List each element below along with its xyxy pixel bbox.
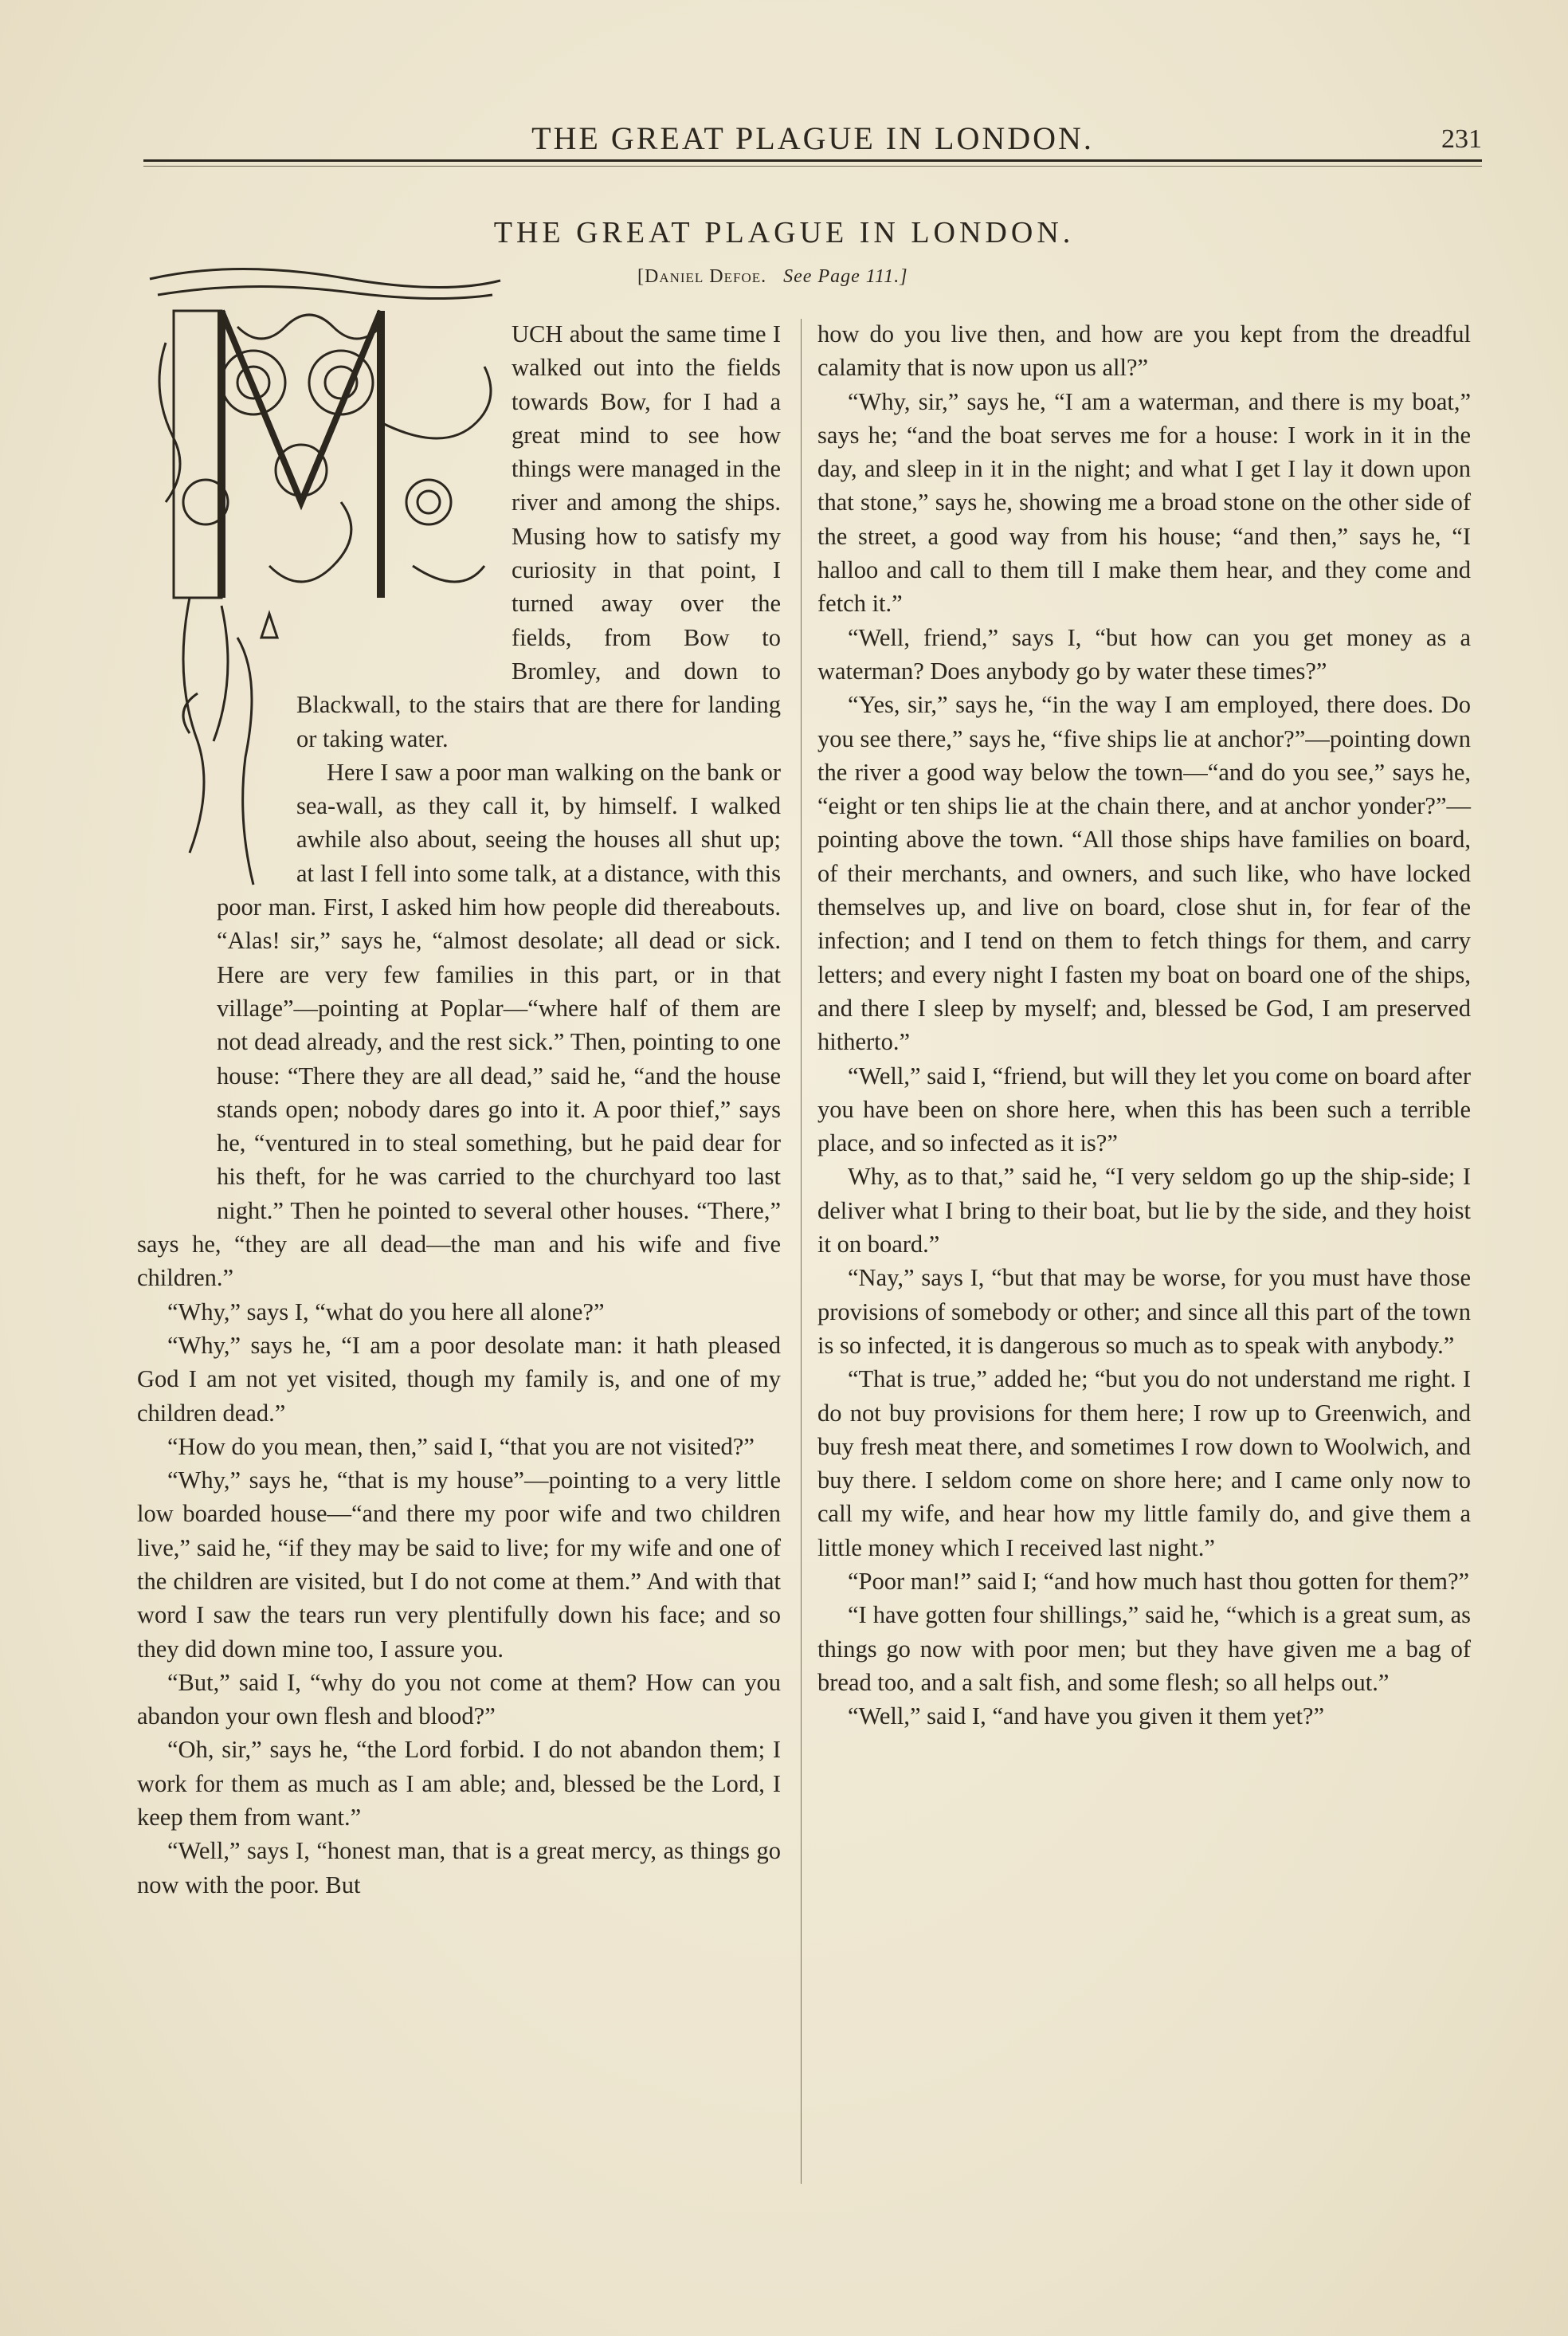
initial-wrap-space xyxy=(137,863,217,1198)
paragraph: how do you live then, and how are you kept from the dreadful calamity that is now upon us all?” xyxy=(817,320,1471,382)
paragraph: “Well,” said I, “and have you given it them yet?” xyxy=(848,1702,1324,1730)
byline xyxy=(637,266,908,288)
paragraph: “I have gotten four shillings,” said he, “which is a great sum, as things go now with poor men; but they have given me a bag of bread too, and a salt fish, and some flesh; so all helps out.” xyxy=(817,1601,1471,1696)
byline-reference: See Page 111.] xyxy=(783,266,908,287)
paragraph: “How do you mean, then,” said I, “that you are not visited?” xyxy=(167,1432,755,1460)
paragraph: “Oh, sir,” says he, “the Lord forbid. I do not abandon them; I work for them as much as I am able; and, blessed be the Lord, I keep them from want.” xyxy=(137,1736,781,1832)
paragraph: “Well,” says I, “honest man, that is a great mercy, as things go now with the poor. But xyxy=(137,1837,781,1898)
paragraph: “Yes, sir,” says he, “in the way I am employed, there does. Do you see there,” says he, “five ships lie at anchor?”—pointing down the river a good way below the town—“and do you see,” says he, “eight or ten ships lie at the chain there, and at anchor yonder?”—pointing above the town. “All those ships have families on board, of their merchants, and owners, and such like, who have locked themselves up, and live on board, close shut in, for fear of the infection; and I tend on them to fetch things for them, and carry letters; and every night I fasten my boat on board one of the ships, and there I sleep by myself; and, blessed be God, I am preserved hitherto.” xyxy=(817,691,1471,1056)
right-column xyxy=(817,317,1471,2198)
paragraph: “Why,” says he, “I am a poor desolate man: it hath pleased God I am not yet visited, though my family is, and one of my children dead.” xyxy=(137,1331,781,1427)
header-rule-thin xyxy=(143,166,1482,167)
running-head-title: THE GREAT PLAGUE IN LONDON. xyxy=(531,120,1094,156)
article-title: THE GREAT PLAGUE IN LONDON. xyxy=(493,216,1075,249)
byline-author: [Daniel Defoe. xyxy=(637,266,767,287)
paragraph: “Poor man!” said I; “and how much hast thou gotten for them?” xyxy=(848,1567,1470,1595)
column-rule xyxy=(801,319,802,2184)
initial-wrap-space xyxy=(137,317,512,660)
page-number: 231 xyxy=(1441,124,1482,154)
paragraph: Here I saw a poor man walking on the bank or sea-wall, as they call it, by himself. I walked awhile also about, seeing the houses all shut up; at last I fell into some talk, at a distance, with this poor man. First, I asked him how people did thereabouts. “Alas! sir,” says he, “almost desolate; all dead or sick. Here are very few families in this part, or in that village”—pointing at Poplar—“where half of them are not dead already, and the rest sick.” Then, pointing to one house: “There they are all dead,” said he, “and the house stands open; nobody dares go into it. A poor thief,” says he, “ventured in to steal something, but he paid dear for his theft, for he was carried to the churchyard too last night.” Then he pointed to several other houses. “There,” says he, “they are all dead—the man and his wife and five children.” xyxy=(137,758,781,1292)
paragraph: “Why, sir,” says he, “I am a waterman, and there is my boat,” says he; “and the boat serves me for a house: I work in it in the day, and sleep in it in the night; and what I get I lay it down upon that stone,” says he, showing me a broad stone on the other side of the street, a good way from his house; “and then,” says he, “I halloo and call to them till I make them hear, and they come and fetch it.” xyxy=(817,387,1471,618)
initial-wrap-space xyxy=(137,660,296,863)
paragraph: “That is true,” added he; “but you do not understand me right. I do not buy provisions for them here; I row up to Greenwich, and buy fresh meat there, and sometimes I row down to Woolwich, and buy there. I seldom come on shore here; and I came only now to call my wife, and hear how my little family do, and give them a little money which I received last night.” xyxy=(817,1365,1471,1561)
paragraph: Why, as to that,” said he, “I very seldom go up the ship-side; I deliver what I bring to their boat, but lie by the side, and they hoist it on board.” xyxy=(817,1163,1471,1258)
running-head xyxy=(143,120,1482,175)
header-rule xyxy=(143,159,1482,162)
left-column xyxy=(137,317,781,2198)
paragraph: “Nay,” says I, “but that may be worse, for you must have those provisions of somebody or other; and since all this part of the town is so infected, it is dangerous so much as to speak with anybody.” xyxy=(817,1264,1471,1359)
paragraph: UCH about the same time I walked out into the fields towards Bow, for I had a great mind to see how things were managed in the river and among the ships. Musing how to satisfy my curiosity in that point, I turned away over the fields, from Bow to Bromley, and down to Blackwall, to the stairs that are there for landing or taking water. xyxy=(296,320,781,752)
paragraph: “Well, friend,” says I, “but how can you get money as a waterman? Does anybody go by water these times?” xyxy=(817,623,1471,685)
paragraph: “Well,” said I, “friend, but will they let you come on board after you have been on shore here, when this has been such a terrible place, and so infected as it is?” xyxy=(817,1062,1471,1157)
paragraph: “But,” said I, “why do you not come at them? How can you abandon your own flesh and blood?” xyxy=(137,1668,781,1730)
paragraph: “Why,” says he, “that is my house”—pointing to a very little low boarded house—“and there my poor wife and two children live,” said he, “if they may be said to live; for my wife and one of the children are visited, but I do not come at them.” And with that word I saw the tears run very plentifully down his face; and so they did down mine too, I assure you. xyxy=(137,1466,781,1663)
paragraph: “Why,” says I, “what do you here all alone?” xyxy=(167,1298,605,1325)
